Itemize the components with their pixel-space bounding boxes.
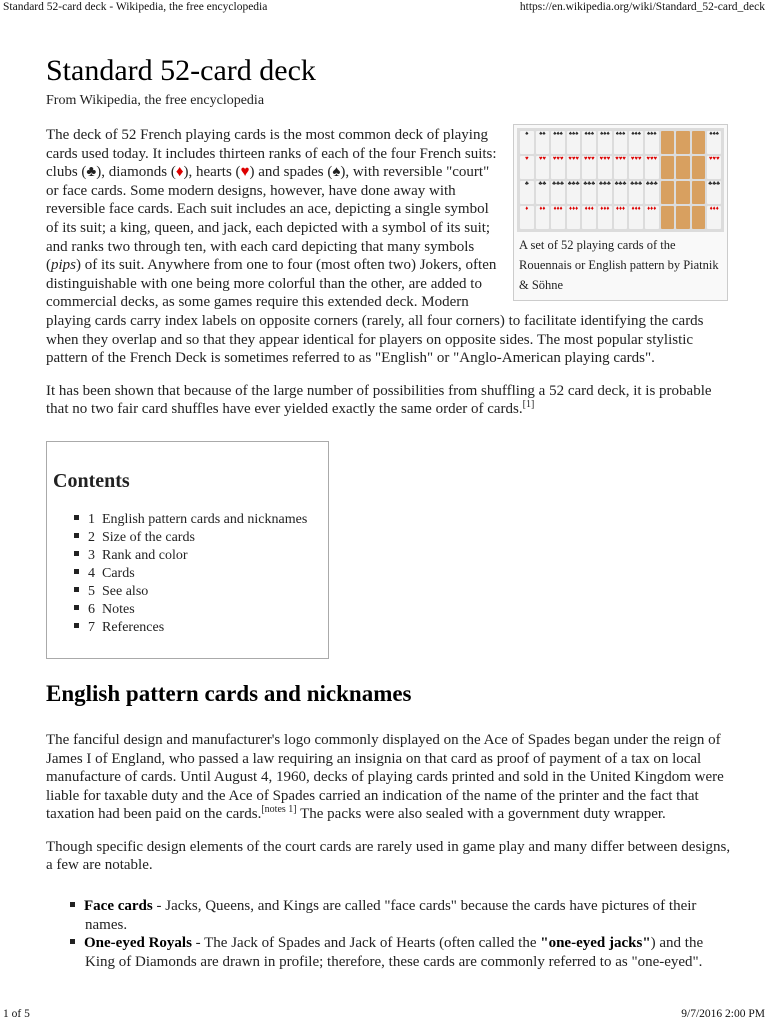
card-thumbnail: ♣♣♣ <box>551 181 565 204</box>
card-thumbnail: ♣♣♣ <box>567 181 581 204</box>
card-thumbnail <box>661 206 675 229</box>
toc-item[interactable] <box>74 511 328 529</box>
card-thumbnail: ♥♥♥ <box>551 156 565 179</box>
toc-number: 3 <box>88 547 95 563</box>
toc-item[interactable] <box>74 547 328 565</box>
section-heading: English pattern cards and nicknames <box>46 680 412 706</box>
bullet-icon <box>70 902 75 907</box>
diamond-symbol: ♦ <box>175 164 184 181</box>
card-thumbnail <box>661 181 675 204</box>
toc-item[interactable] <box>74 619 328 637</box>
toc-link[interactable]: English pattern cards and nicknames <box>102 511 308 527</box>
card-thumbnail: ♣♣♣ <box>707 181 721 204</box>
toc-item[interactable] <box>74 583 328 601</box>
card-thumbnail: ♥♥♥ <box>629 156 643 179</box>
card-thumbnail: ♠♠♠ <box>707 131 721 154</box>
citation-link[interactable]: [1] <box>522 399 535 411</box>
card-thumbnail <box>676 131 690 154</box>
toc-title: Contents <box>53 469 130 492</box>
card-thumbnail: ♠♠ <box>536 131 550 154</box>
card-thumbnail: ♦♦♦ <box>582 206 596 229</box>
card-thumbnail: ♣♣♣ <box>598 181 612 204</box>
toc-number: 4 <box>88 565 95 581</box>
card-thumbnail <box>692 156 706 179</box>
card-thumbnail: ♦♦ <box>536 206 550 229</box>
toc-number: 5 <box>88 583 95 599</box>
card-thumbnail <box>661 131 675 154</box>
article-subtitle: From Wikipedia, the free encyclopedia <box>46 93 265 108</box>
toc-link[interactable]: Notes <box>102 601 135 617</box>
print-header <box>0 0 768 16</box>
card-thumbnail <box>661 156 675 179</box>
card-thumbnail <box>676 206 690 229</box>
intro-text: The deck of 52 French playing cards is the most common deck of playing cards used today. It includes thirteen ranks of each of the four French suits: clubs ( <box>46 127 497 181</box>
figure-caption: A set of 52 playing cards of the Rouennais or English pattern by Piatnik & Söhne <box>519 238 719 292</box>
toc-number: 7 <box>88 619 95 635</box>
card-thumbnail: ♠♠♠ <box>629 131 643 154</box>
shuffle-paragraph <box>46 382 736 419</box>
toc-item[interactable] <box>74 565 328 583</box>
bullet-icon <box>74 605 79 610</box>
section-paragraph: Though specific design elements of the court cards are rarely used in game play and many differ between designs, a few are notable. <box>46 838 731 874</box>
card-thumbnail: ♦♦♦ <box>707 206 721 229</box>
definition: - Jacks, Queens, and Kings are called "face cards" because the cards have pictures of their names. <box>85 898 697 933</box>
card-thumbnail: ♣♣♣ <box>614 181 628 204</box>
toc-list <box>53 511 328 637</box>
toc-item[interactable] <box>74 601 328 619</box>
card-thumbnail: ♥♥♥ <box>567 156 581 179</box>
note-link[interactable]: [notes 1] <box>261 804 297 816</box>
notable-cards-list <box>46 897 736 971</box>
list-item <box>70 934 736 971</box>
page-title-header: Standard 52-card deck - Wikipedia, the free encyclopedia <box>3 1 268 13</box>
bullet-icon <box>70 939 75 944</box>
card-thumbnail: ♦♦♦ <box>598 206 612 229</box>
table-of-contents <box>46 441 329 659</box>
term: "one-eyed jacks" <box>540 935 651 952</box>
toc-link[interactable]: Rank and color <box>102 547 188 563</box>
intro-text: ), with reversible "court" or face cards. Some modern designs, however, have done away with reversible face cards. Each suit includes an ace, depicting a single symbol of its suit; a king, queen, and jack, each depicted with a symbol of its suit; and ranks two through ten, with each card depicting that many symbols ( <box>46 164 491 274</box>
definition: - The Jack of Spades and Jack of Hearts (often called the <box>191 935 541 952</box>
toc-link[interactable]: Size of the cards <box>102 529 195 545</box>
toc-number: 1 <box>88 511 95 527</box>
intro-text: ) and spades ( <box>249 164 333 181</box>
card-thumbnail: ♥♥♥ <box>598 156 612 179</box>
club-symbol: ♣ <box>86 164 97 181</box>
card-thumbnail: ♠♠♠ <box>598 131 612 154</box>
article <box>46 52 736 971</box>
card-thumbnail <box>676 156 690 179</box>
card-thumbnail <box>676 181 690 204</box>
card-thumbnail: ♣♣♣ <box>582 181 596 204</box>
bullet-icon <box>74 569 79 574</box>
print-footer <box>0 1006 768 1024</box>
spade-symbol: ♠ <box>332 164 341 181</box>
card-thumbnail: ♦♦♦ <box>645 206 659 229</box>
card-thumbnail: ♦♦♦ <box>629 206 643 229</box>
toc-link[interactable]: References <box>102 619 165 635</box>
bullet-icon <box>74 515 79 520</box>
card-thumbnail: ♣♣♣ <box>645 181 659 204</box>
card-thumbnail: ♦♦♦ <box>614 206 628 229</box>
card-thumbnail: ♠♠♠ <box>567 131 581 154</box>
toc-link[interactable]: See also <box>102 583 149 599</box>
toc-link[interactable]: Cards <box>102 565 135 581</box>
card-thumbnail <box>692 131 706 154</box>
list-item <box>70 897 736 934</box>
bullet-icon <box>74 551 79 556</box>
card-thumbnail: ♦♦♦ <box>567 206 581 229</box>
card-thumbnail: ♥♥♥ <box>707 156 721 179</box>
toc-number: 2 <box>88 529 95 545</box>
card-thumbnail: ♥♥ <box>536 156 550 179</box>
intro-text: ), diamonds ( <box>96 164 176 181</box>
bullet-icon <box>74 533 79 538</box>
card-thumbnail: ♠ <box>520 131 534 154</box>
card-thumbnail: ♥♥♥ <box>582 156 596 179</box>
intro-text: ), hearts ( <box>183 164 241 181</box>
card-thumbnail: ♠♠♠ <box>645 131 659 154</box>
section-text: The packs were also sealed with a government duty wrapper. <box>296 806 666 823</box>
article-title: Standard 52-card deck <box>46 54 316 87</box>
card-thumbnail: ♠♠♠ <box>582 131 596 154</box>
page-number: 1 of 5 <box>3 1008 30 1020</box>
card-thumbnail: ♣♣♣ <box>629 181 643 204</box>
card-thumbnail: ♥ <box>520 156 534 179</box>
section-paragraph <box>46 731 736 824</box>
playing-cards-image[interactable] <box>517 128 724 232</box>
pips-term: pips <box>51 257 77 274</box>
card-thumbnail: ♠♠♠ <box>614 131 628 154</box>
card-thumbnail: ♠♠♠ <box>551 131 565 154</box>
intro-text: ) of its suit. Anywhere from one to four (most often two) Jokers, often distinguishable with one being more colorful than the other, are added to commercial decks, as some games require this extended deck. Modern playing cards carry index labels on opposite corners (rarely, all four corners) to facilitate identifying the cards when they overlap and so that they appear identical for players on opposite sides. The most popular stylistic pattern of the French Deck is sometimes referred to as "English" or "Anglo-American playing cards". <box>46 257 704 367</box>
card-thumbnail: ♦♦♦ <box>551 206 565 229</box>
toc-number: 6 <box>88 601 95 617</box>
card-thumbnail: ♣♣ <box>536 181 550 204</box>
term: One-eyed Royals <box>84 935 192 952</box>
card-thumbnail: ♦ <box>520 206 534 229</box>
print-datetime: 9/7/2016 2:00 PM <box>681 1008 765 1020</box>
page-url: https://en.wikipedia.org/wiki/Standard_52-card_deck <box>519 1 765 13</box>
card-thumbnail: ♣ <box>520 181 534 204</box>
figure-thumbnail <box>513 124 728 301</box>
heart-symbol: ♥ <box>240 164 250 181</box>
card-thumbnail <box>692 181 706 204</box>
card-thumbnail: ♥♥♥ <box>645 156 659 179</box>
bullet-icon <box>74 623 79 628</box>
card-thumbnail: ♥♥♥ <box>614 156 628 179</box>
card-thumbnail <box>692 206 706 229</box>
shuffle-text: It has been shown that because of the large number of possibilities from shuffling a 52 card deck, it is probable that no two fair card shuffles have ever yielded exactly the same order of cards. <box>46 382 712 418</box>
toc-item[interactable] <box>74 529 328 547</box>
section-text: The fanciful design and manufacturer's logo commonly displayed on the Ace of Spades began under the reign of James I of England, who passed a law requiring an insignia on that card as proof of payment of a tax on local manufacture of cards. Until August 4, 1960, decks of playing cards printed and sold in the United Kingdom were liable for taxable duty and the Ace of Spades carried an indication of the name of the printer and the fact that taxation had been paid on the cards. <box>46 731 724 823</box>
bullet-icon <box>74 587 79 592</box>
definition: ) and the King of Diamonds are drawn in profile; therefore, these cards are commonly referred to as "one-eyed". <box>85 935 704 970</box>
term: Face cards <box>84 898 153 915</box>
